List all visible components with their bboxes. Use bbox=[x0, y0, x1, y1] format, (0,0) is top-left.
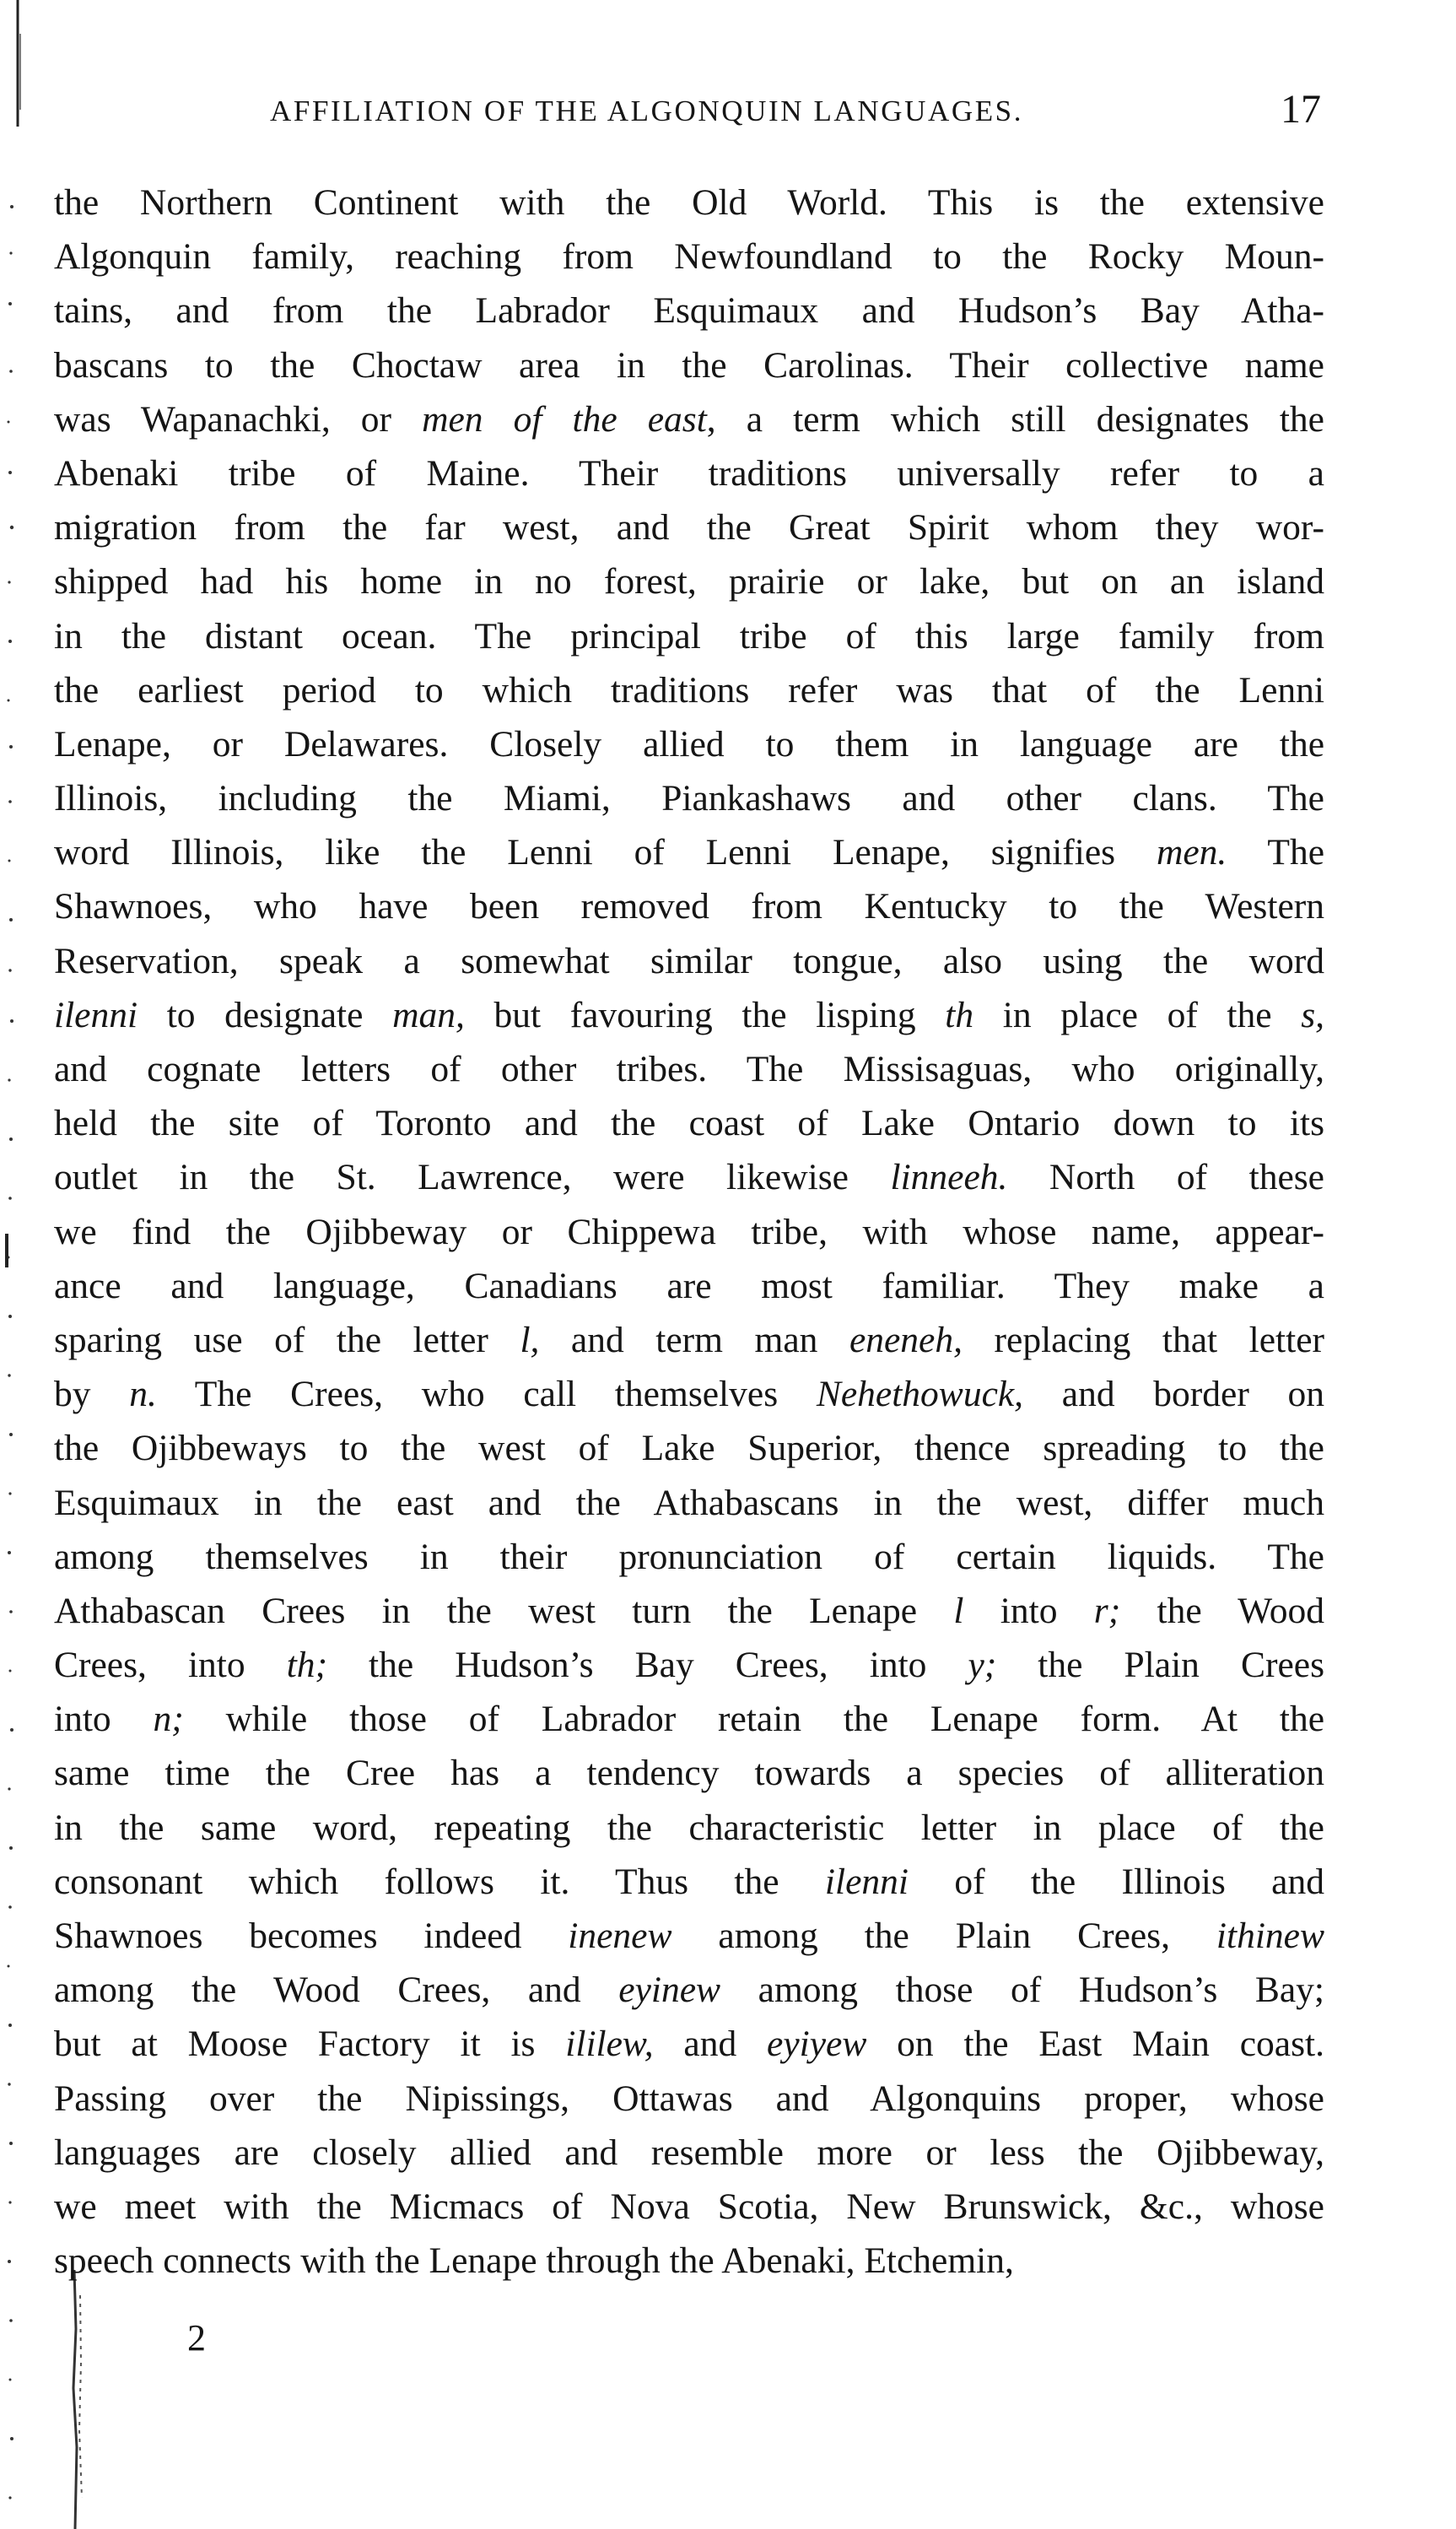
italic-term: n. bbox=[129, 1374, 157, 1415]
text-line: Crees, into th; the Hudson’s Bay Crees, into y; the Plain Crees bbox=[54, 1645, 1324, 1686]
italic-term: y; bbox=[968, 1645, 997, 1686]
signature-mark: 2 bbox=[187, 2317, 206, 2359]
text-line: the earliest period to which traditions refer was that of the Lenni bbox=[54, 669, 1324, 711]
text-line: Reservation, speak a somewhat similar tongue, also using the word bbox=[54, 940, 1324, 981]
italic-term: men of the east bbox=[422, 398, 707, 440]
text-line: migration from the far west, and the Great Spirit whom they wor- bbox=[54, 507, 1324, 548]
italic-term: inenew bbox=[568, 1916, 672, 1956]
text-line: Algonquin family, reaching from Newfoundland to the Rocky Moun- bbox=[54, 236, 1324, 278]
text-line: into n; while those of Labrador retain the Lenape form. At the bbox=[54, 1699, 1324, 1740]
text-line: word Illinois, like the Lenni of Lenni Lenape, signifies men. The bbox=[54, 832, 1324, 873]
body-paragraph bbox=[54, 176, 1324, 2288]
text-line: in the same word, repeating the characteristic letter in place of the bbox=[54, 1807, 1324, 1848]
text-line: among themselves in their pronunciation of certain liquids. The bbox=[54, 1536, 1324, 1577]
italic-term: th; bbox=[286, 1645, 328, 1686]
text-line: ilenni to designate man, but favouring the lisping th in place of the s, bbox=[54, 994, 1324, 1035]
italic-term: eneneh, bbox=[849, 1319, 963, 1360]
italic-term: th bbox=[945, 994, 974, 1035]
text-line: was Wapanachki, or men of the east, a term which still designates the bbox=[54, 398, 1324, 440]
text-line: among the Wood Crees, and eyinew among those of Hudson’s Bay; bbox=[54, 1970, 1324, 2011]
italic-term: ilenni bbox=[824, 1861, 909, 1902]
text-line: sparing use of the letter l, and term man eneneh, replacing that letter bbox=[54, 1319, 1324, 1360]
italic-term: Nehethowuck, bbox=[816, 1374, 1024, 1415]
italic-term: eyinew bbox=[618, 1970, 721, 2011]
text-line: outlet in the St. Lawrence, were likewise linneeh. North of these bbox=[54, 1157, 1324, 1198]
text-line: we find the Ojibbeway or Chippewa tribe, with whose name, appear- bbox=[54, 1211, 1324, 1252]
text-line: Passing over the Nipissings, Ottawas and Algonquins proper, whose bbox=[54, 2078, 1324, 2119]
text-line: and cognate letters of other tribes. The Missisaguas, who originally, bbox=[54, 1049, 1324, 1089]
text-line: the Ojibbeways to the west of Lake Superior, thence spreading to the bbox=[54, 1428, 1324, 1469]
text-line: in the distant ocean. The principal tribe of this large family from bbox=[54, 615, 1324, 657]
text-line: we meet with the Micmacs of Nova Scotia, New Brunswick, &c., whose bbox=[54, 2186, 1324, 2227]
text-line: Shawnoes, who have been removed from Kentucky to the Western bbox=[54, 886, 1324, 927]
italic-term: l bbox=[953, 1590, 964, 1631]
text-line: but at Moose Factory it is ililew, and eyiyew on the East Main coast. bbox=[54, 2024, 1324, 2065]
page-number: 17 bbox=[1281, 87, 1321, 132]
text-line: bascans to the Choctaw area in the Carolinas. Their collective name bbox=[54, 344, 1324, 386]
text-line: Abenaki tribe of Maine. Their traditions universally refer to a bbox=[54, 452, 1324, 494]
italic-term: ithinew bbox=[1216, 1916, 1324, 1956]
italic-term: men. bbox=[1156, 832, 1227, 873]
running-head: AFFILIATION OF THE ALGONQUIN LANGUAGES. bbox=[270, 95, 1024, 127]
text-line: Esquimaux in the east and the Athabascans in the west, differ much bbox=[54, 1482, 1324, 1523]
text-line: held the site of Toronto and the coast of Lake Ontario down to its bbox=[54, 1103, 1324, 1144]
text-line: consonant which follows it. Thus the ilenni of the Illinois and bbox=[54, 1861, 1324, 1902]
text-line: by n. The Crees, who call themselves Nehethowuck, and border on bbox=[54, 1374, 1324, 1415]
text-line: Athabascan Crees in the west turn the Lenape l into r; the Wood bbox=[54, 1590, 1324, 1631]
text-line: speech connects with the Lenape through the Abenaki, Etchemin, bbox=[54, 2240, 1014, 2282]
text-line: Lenape, or Delawares. Closely allied to them in language are the bbox=[54, 723, 1324, 765]
italic-term: n; bbox=[153, 1699, 184, 1740]
italic-term: r; bbox=[1093, 1590, 1121, 1631]
italic-term: ilenni bbox=[54, 994, 138, 1035]
text-line: ance and language, Canadians are most familiar. They make a bbox=[54, 1265, 1324, 1306]
text-line: Illinois, including the Miami, Piankashaws and other clans. The bbox=[54, 778, 1324, 819]
italic-term: s, bbox=[1301, 994, 1324, 1035]
text-line: tains, and from the Labrador Esquimaux and Hudson’s Bay Atha- bbox=[54, 290, 1324, 332]
italic-term: man, bbox=[392, 994, 465, 1035]
text-line: the Northern Continent with the Old World. This is the extensive bbox=[54, 182, 1324, 223]
text-line: languages are closely allied and resemble more or less the Ojibbeway, bbox=[54, 2132, 1324, 2173]
text-line: shipped had his home in no forest, prairie or lake, but on an island bbox=[54, 561, 1324, 603]
italic-term: ililew, bbox=[565, 2024, 654, 2065]
text-line: same time the Cree has a tendency towards a species of alliteration bbox=[54, 1753, 1324, 1794]
italic-term: linneeh. bbox=[890, 1157, 1008, 1198]
text-line: Shawnoes becomes indeed inenew among the Plain Crees, ithinew bbox=[54, 1916, 1324, 1956]
italic-term: l, bbox=[520, 1319, 540, 1360]
italic-term: eyiyew bbox=[767, 2024, 867, 2065]
page-header bbox=[0, 84, 1456, 152]
